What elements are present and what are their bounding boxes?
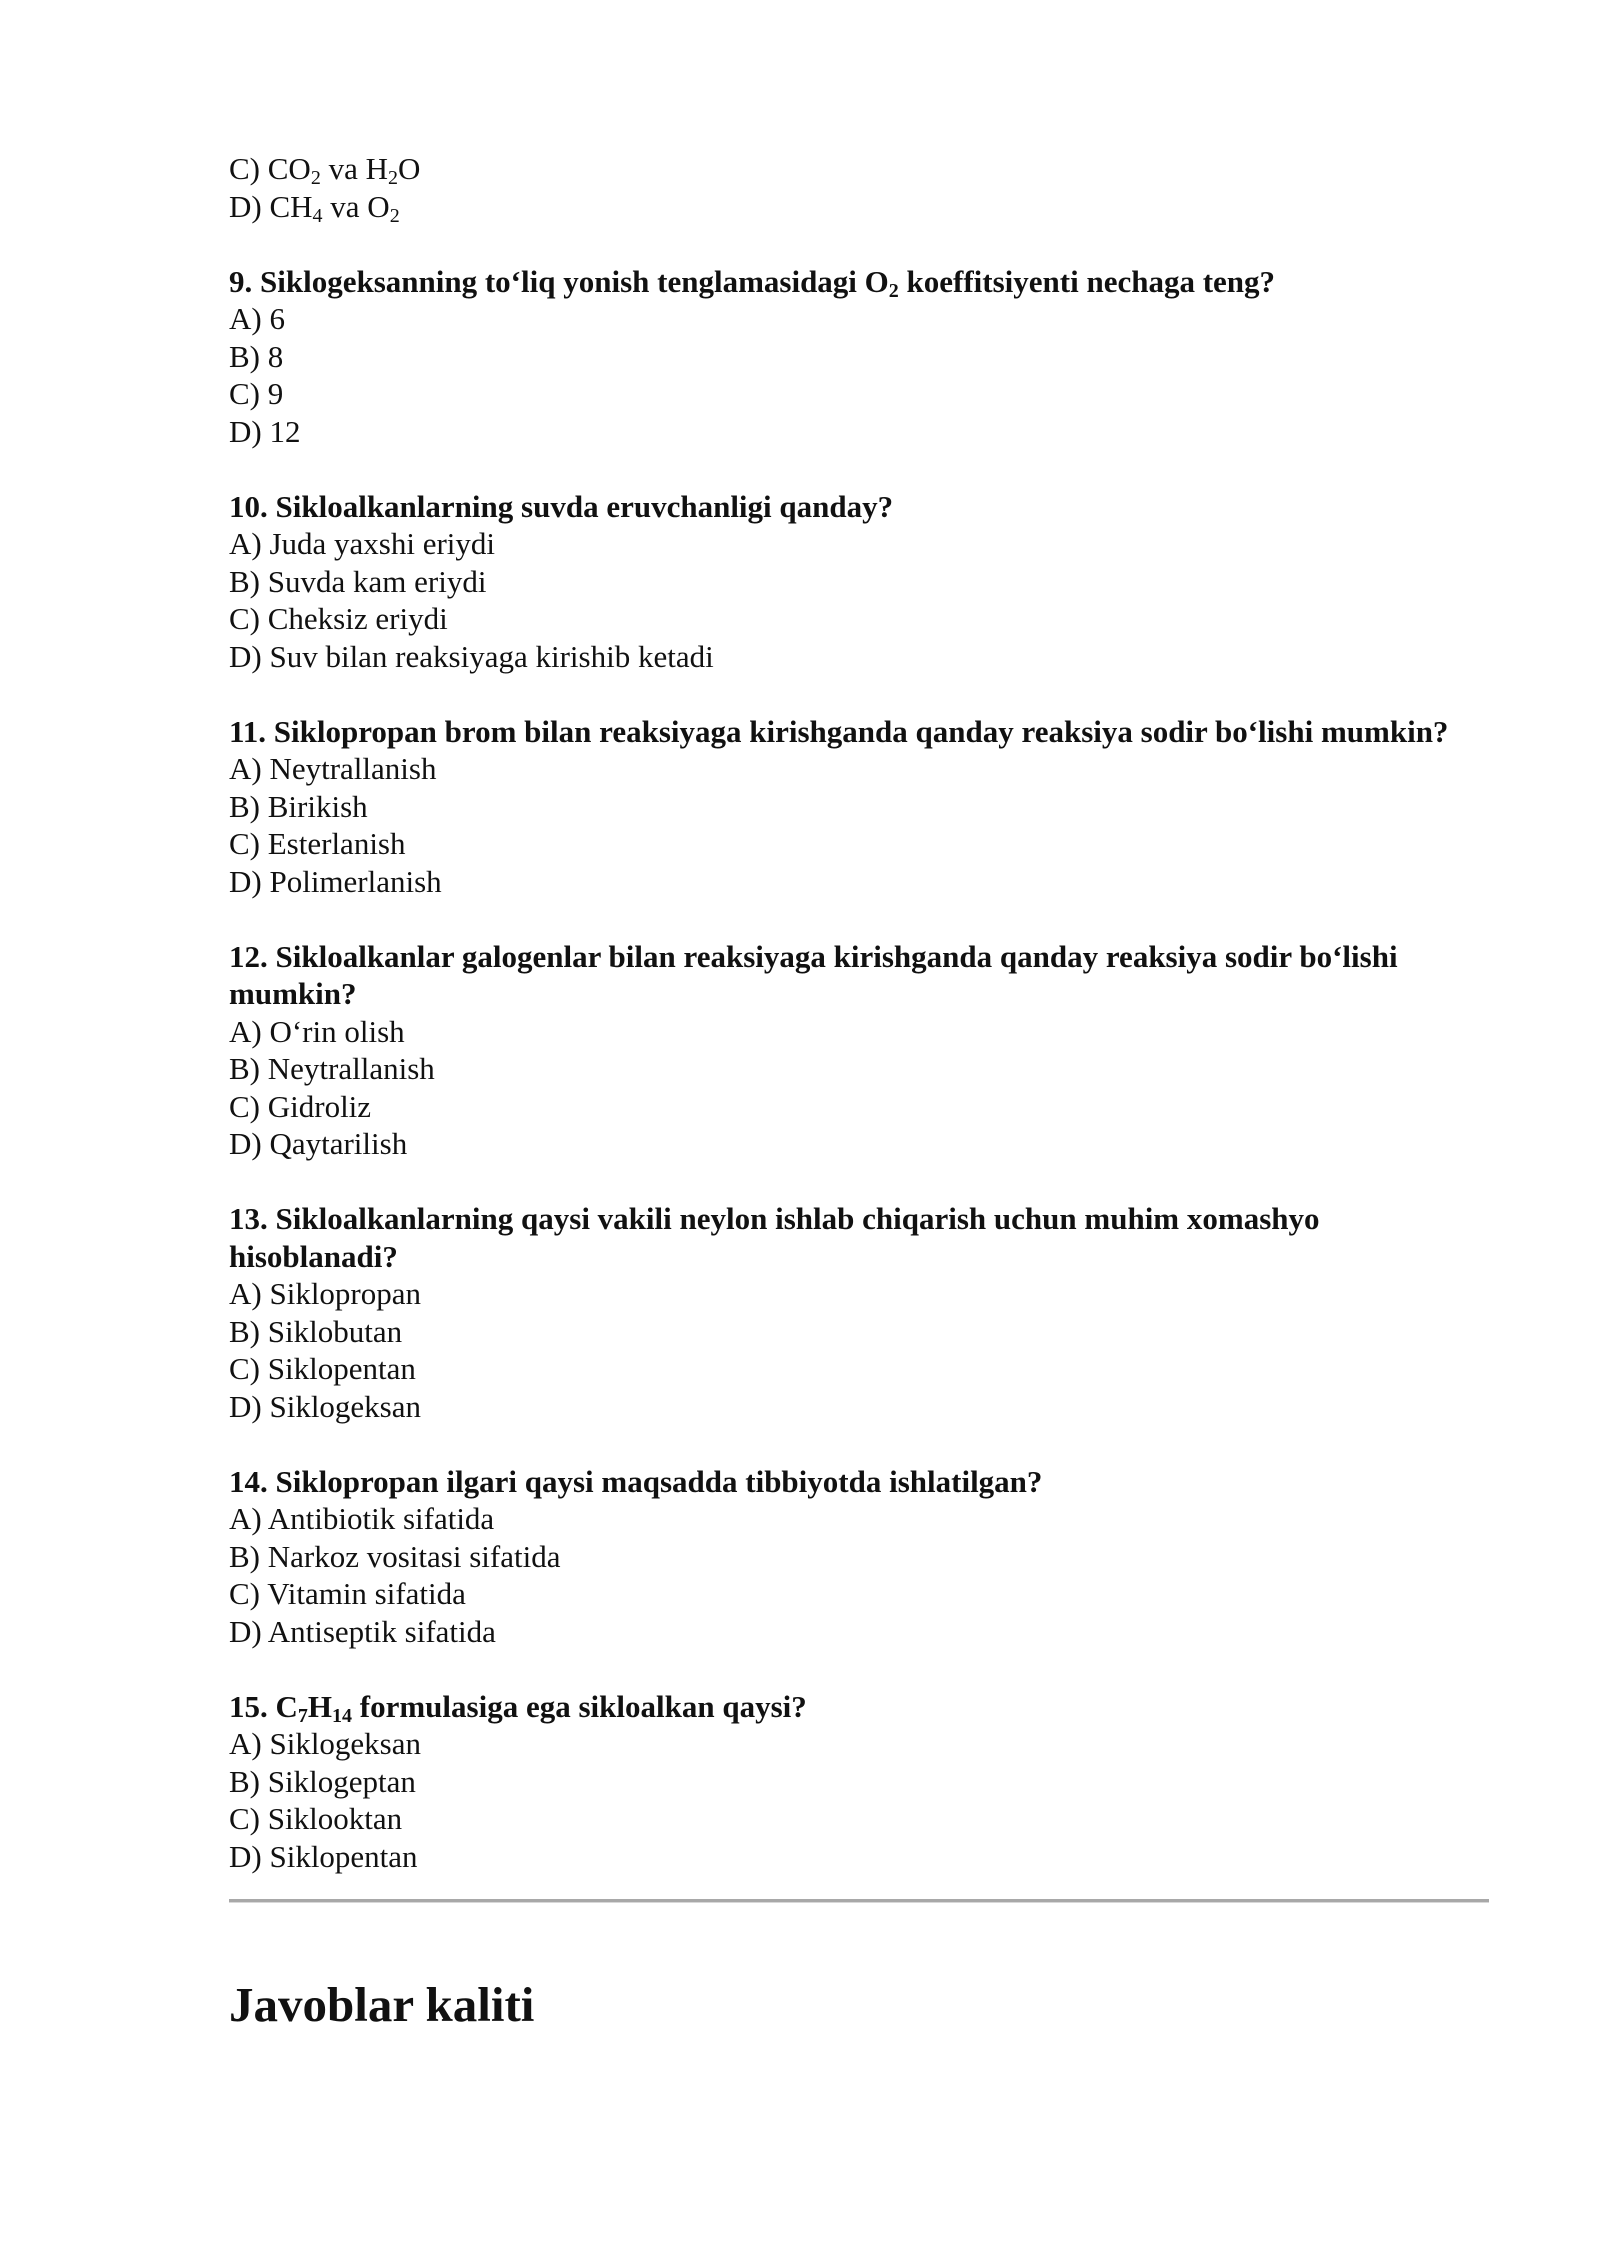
option-d: D) Qaytarilish [229,1126,408,1161]
option-text: C) CO [229,151,311,186]
option-d: D) Siklopentan [229,1838,418,1874]
option-text: va O [322,188,390,224]
option-c: C) Cheksiz eriydi [229,601,448,636]
option-a: A) O‘rin olish [229,1013,405,1049]
subscript: 2 [389,204,400,227]
option-d: D) Polimerlanish [229,863,442,899]
document-page [229,150,1489,2035]
question-text-part: koeffitsiyenti nechaga teng? [898,263,1276,299]
option-d: D) Siklogeksan [229,1388,422,1424]
option-c: C) Vitamin sifatida [229,1576,466,1611]
option-a: A) 6 [229,301,285,336]
question-text-part: formulasiga ega sikloalkan qaysi? [352,1688,807,1724]
question-text-part: 9. Siklogeksanning to‘liq yonish tenglamasidagi O [229,263,889,299]
option-b: B) Neytrallanish [229,1051,435,1086]
question-10 [229,488,1489,676]
question-14 [229,1463,1489,1651]
question-13 [229,1200,1489,1425]
subscript: 7 [297,1704,308,1727]
option-a: A) Siklogeksan [229,1726,422,1761]
question-11 [229,713,1489,901]
question-text-part: 15. C [229,1688,298,1724]
option-a: A) Antibiotik sifatida [229,1501,495,1536]
question-text: 11. Siklopropan brom bilan reaksiyaga kirishganda qanday reaksiya sodir bo‘lishi mumkin? [229,713,1449,749]
question-text [229,263,1489,301]
question-15 [229,1688,1489,1876]
question-text: 10. Sikloalkanlarning suvda eruvchanligi qanday? [229,488,894,524]
option-text: va H [320,151,388,186]
subscript: 14 [332,1704,353,1727]
option-text: D) CH [229,188,313,224]
option-a: A) Neytrallanish [229,751,437,786]
option-c: C) Siklopentan [229,1351,416,1386]
question-12 [229,938,1489,1163]
option-c [229,150,1489,188]
option-d: D) 12 [229,413,301,449]
question-9 [229,263,1489,451]
option-d: D) Antiseptik sifatida [229,1613,496,1649]
option-d: D) Suv bilan reaksiyaga kirishib ketadi [229,638,714,674]
subscript: 2 [310,167,321,189]
option-b: B) 8 [229,338,284,374]
option-b: B) Suvda kam eriydi [229,563,487,599]
option-c: C) 9 [229,376,284,411]
option-c: C) Siklooktan [229,1801,403,1836]
option-b: B) Narkoz vositasi sifatida [229,1538,561,1574]
answers-heading: Javoblar kaliti [229,1977,535,2032]
option-text: O [397,151,421,186]
question-text: 13. Sikloalkanlarning qaysi vakili neylon ishlab chiqarish uchun muhim xomashyo hisoblanadi? [229,1201,1320,1274]
question-text: 12. Sikloalkanlar galogenlar bilan reaksiyaga kirishganda qanday reaksiya sodir bo‘lishi mumkin? [229,938,1398,1011]
question-8-options-continued [229,150,1489,225]
horizontal-divider [229,1899,1489,1903]
option-a: A) Siklopropan [229,1276,422,1311]
subscript: 4 [312,204,323,227]
option-b: B) Birikish [229,788,368,824]
question-text [229,1688,1489,1726]
option-d [229,188,1489,226]
question-text: 14. Siklopropan ilgari qaysi maqsadda tibbiyotda ishlatilgan? [229,1463,1043,1499]
option-c: C) Gidroliz [229,1088,372,1124]
option-a: A) Juda yaxshi eriydi [229,526,496,561]
subscript: 2 [888,279,899,302]
subscript: 2 [387,167,398,189]
option-b: B) Siklogeptan [229,1763,416,1799]
option-c: C) Esterlanish [229,826,406,861]
option-b: B) Siklobutan [229,1313,403,1349]
question-text-part: H [307,1688,333,1724]
